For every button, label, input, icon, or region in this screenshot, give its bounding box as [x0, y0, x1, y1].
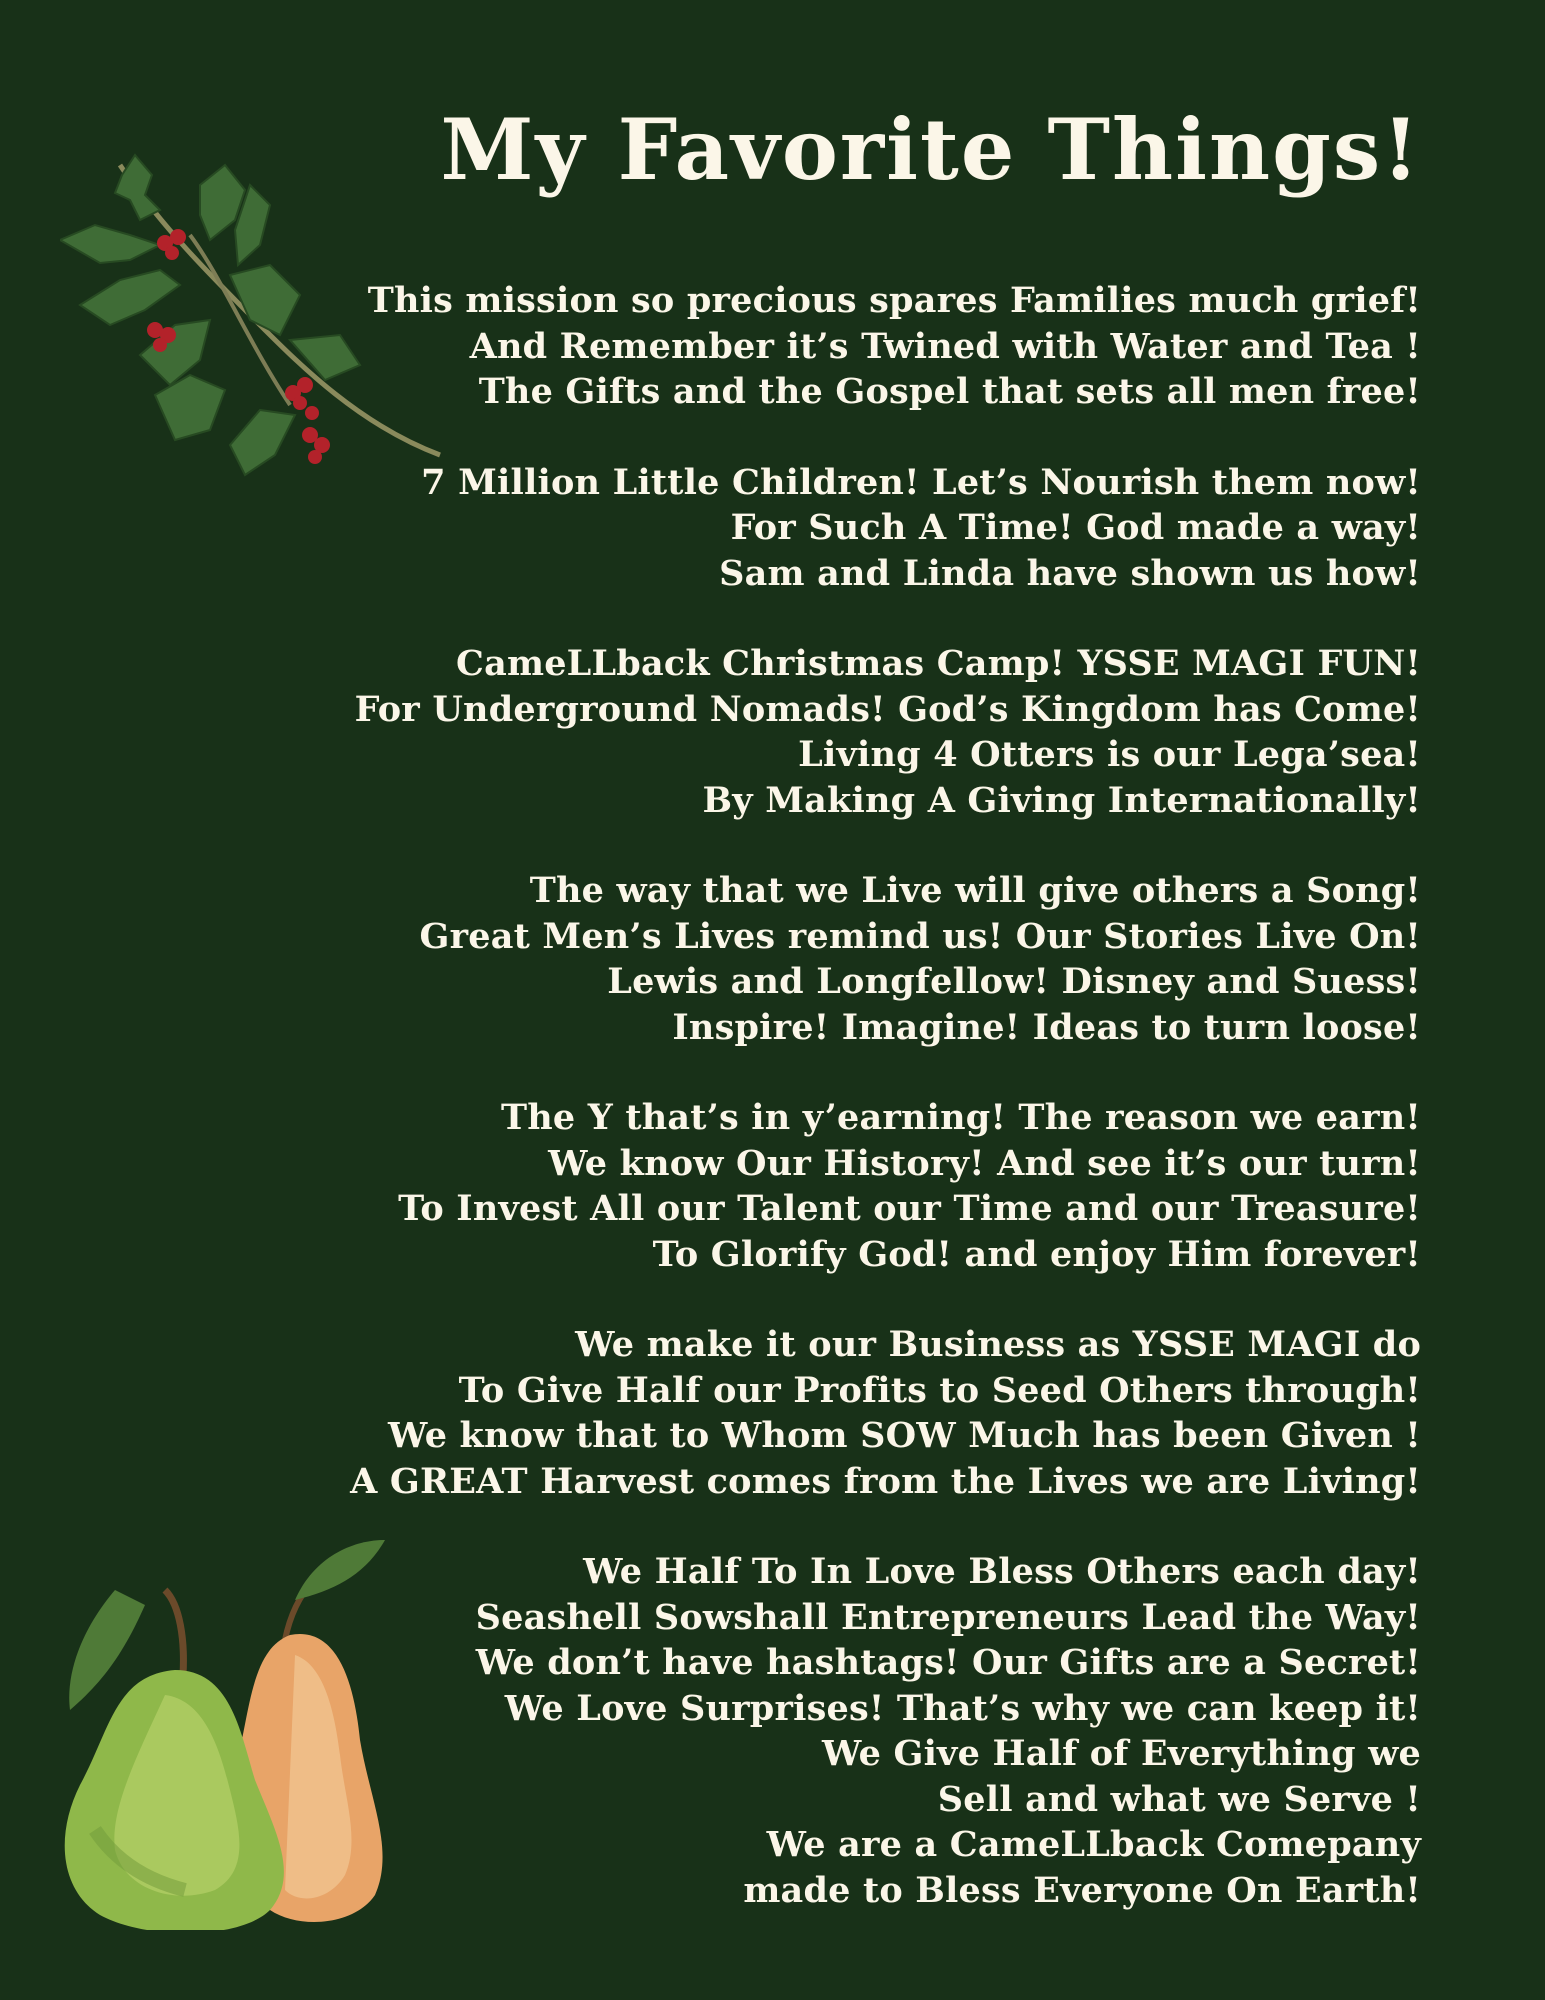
poem-line: We make it our Business as YSSE MAGI do: [575, 1324, 1421, 1365]
stanza-7: [161, 1549, 1421, 1913]
poem-line: A GREAT Harvest comes from the Lives we are Living!: [350, 1460, 1421, 1502]
poem-line: For Such A Time! God made a way!: [730, 507, 1421, 548]
poem-line: made to Bless Everyone On Earth!: [743, 1869, 1421, 1911]
stanza-2: [161, 460, 1421, 597]
poem-line: Sam and Linda have shown us how!: [719, 552, 1421, 594]
poem-line: And Remember it’s Twined with Water and Tea !: [469, 325, 1421, 367]
poem-line: We don’t have hashtags! Our Gifts are a Secret!: [475, 1642, 1421, 1683]
poem-line: We know that to Whom SOW Much has been Given !: [388, 1415, 1421, 1456]
poem-line: Seashell Sowshall Entrepreneurs Lead the Way!: [475, 1596, 1421, 1638]
poem-line: By Making A Giving Internationally!: [702, 779, 1421, 821]
poem-line: The way that we Live will give others a Song!: [529, 870, 1421, 911]
poem-line: Great Men’s Lives remind us! Our Stories Live On!: [419, 915, 1421, 957]
poem-line: We Half To In Love Bless Others each day!: [583, 1551, 1421, 1592]
poem-line: Lewis and Longfellow! Disney and Suess!: [607, 961, 1421, 1002]
poem-line: For Underground Nomads! God’s Kingdom has Come!: [354, 688, 1421, 730]
poem-line: Living 4 Otters is our Lega’sea!: [798, 734, 1421, 775]
poem-line: To Invest All our Talent our Time and our Treasure!: [398, 1188, 1421, 1229]
poem-line: To Give Half our Profits to Seed Others through!: [458, 1369, 1421, 1411]
poem-line: Inspire! Imagine! Ideas to turn loose!: [672, 1006, 1421, 1048]
poem-line: This mission so precious spares Families much grief!: [367, 280, 1421, 321]
stanza-6: [161, 1322, 1421, 1504]
poem-line: The Gifts and the Gospel that sets all men free!: [478, 371, 1421, 412]
poem-line: We Love Surprises! That’s why we can keep it!: [504, 1687, 1421, 1729]
poem-body: [161, 278, 1421, 1958]
poem-line: 7 Million Little Children! Let’s Nourish them now!: [421, 461, 1421, 503]
stanza-3: [161, 641, 1421, 823]
stanza-4: [161, 868, 1421, 1050]
poem-line: CameLLback Christmas Camp! YSSE MAGI FUN!: [456, 643, 1421, 684]
stanza-5: [161, 1095, 1421, 1277]
poem-line: To Glorify God! and enjoy Him forever!: [652, 1233, 1421, 1275]
stanza-1: [161, 278, 1421, 415]
poem-line: Sell and what we Serve !: [937, 1778, 1421, 1820]
poem-line: We know Our History! And see it’s our turn!: [548, 1142, 1421, 1184]
page-title: My Favorite Things!: [440, 100, 1421, 199]
poem-line: We Give Half of Everything we: [821, 1733, 1421, 1774]
poem-line: The Y that’s in y’earning! The reason we earn!: [501, 1097, 1421, 1138]
poem-line: We are a CameLLback Comepany: [766, 1824, 1421, 1865]
